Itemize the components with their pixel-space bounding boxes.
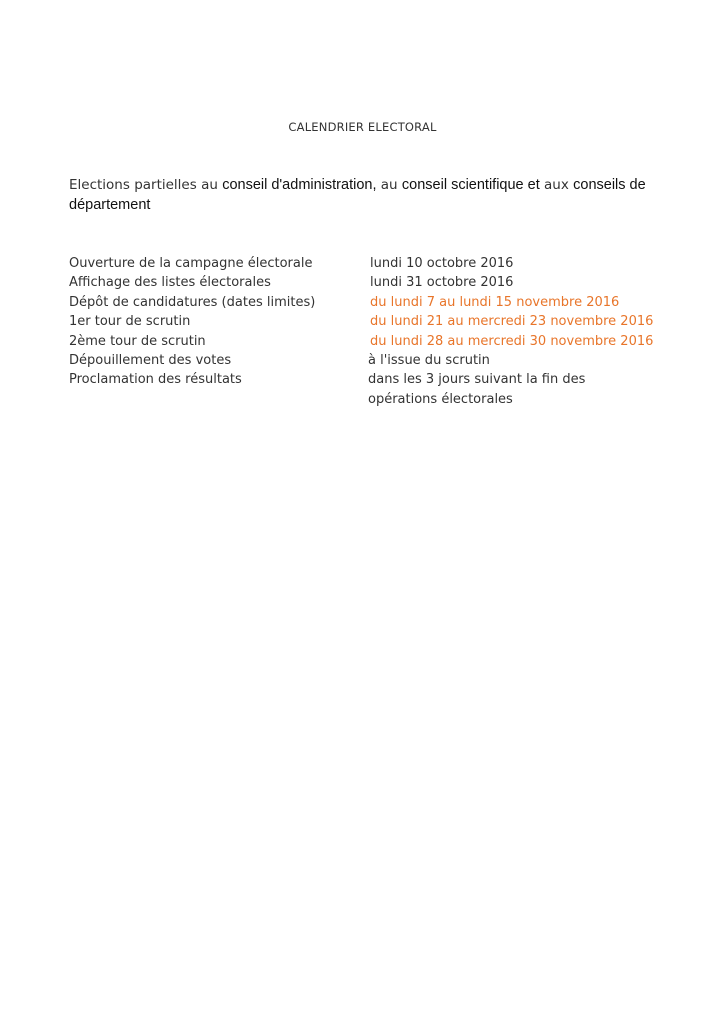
schedule-date: du lundi 28 au mercredi 30 novembre 2016 <box>370 333 654 349</box>
intro-highlight-departements: conseils de département <box>69 177 646 213</box>
schedule-row-second-round <box>69 332 669 351</box>
schedule-row-candidacy-deadline <box>69 293 669 312</box>
schedule-label: Ouverture de la campagne électorale <box>69 256 313 271</box>
schedule-label: 1er tour de scrutin <box>69 314 191 330</box>
schedule-date: à l'issue du scrutin <box>368 352 490 368</box>
schedule-row-results-proclamation <box>69 370 669 409</box>
intro-paragraph <box>69 175 659 215</box>
page-title: CALENDRIER ELECTORAL <box>288 120 437 134</box>
schedule-label: Proclamation des résultats <box>69 372 242 388</box>
schedule-date: dans les 3 jours suivant la fin des opérations électorales <box>368 372 586 407</box>
schedule-label: Affichage des listes électorales <box>69 275 271 291</box>
schedule-date: lundi 31 octobre 2016 <box>370 275 514 291</box>
schedule-label: Dépôt de candidatures (dates limites) <box>69 294 316 310</box>
schedule-label: 2ème tour de scrutin <box>69 333 206 349</box>
intro-text-3: aux <box>539 177 574 193</box>
schedule-row-campaign-opening <box>69 254 669 273</box>
schedule-date: du lundi 7 au lundi 15 novembre 2016 <box>370 294 620 310</box>
intro-highlight-cs: conseil scientifique et <box>401 177 540 193</box>
intro-text-2: au <box>376 177 402 193</box>
schedule-row-first-round <box>69 312 669 331</box>
intro-text-1: Elections partielles au <box>69 177 223 193</box>
schedule-row-vote-counting <box>69 351 669 370</box>
schedule-date: lundi 10 octobre 2016 <box>370 256 514 271</box>
electoral-schedule <box>69 254 669 409</box>
schedule-row-list-posting <box>69 273 669 292</box>
schedule-label: Dépouillement des votes <box>69 352 232 368</box>
intro-highlight-ca: conseil d'administration, <box>222 177 377 193</box>
schedule-date: du lundi 21 au mercredi 23 novembre 2016 <box>370 314 654 330</box>
